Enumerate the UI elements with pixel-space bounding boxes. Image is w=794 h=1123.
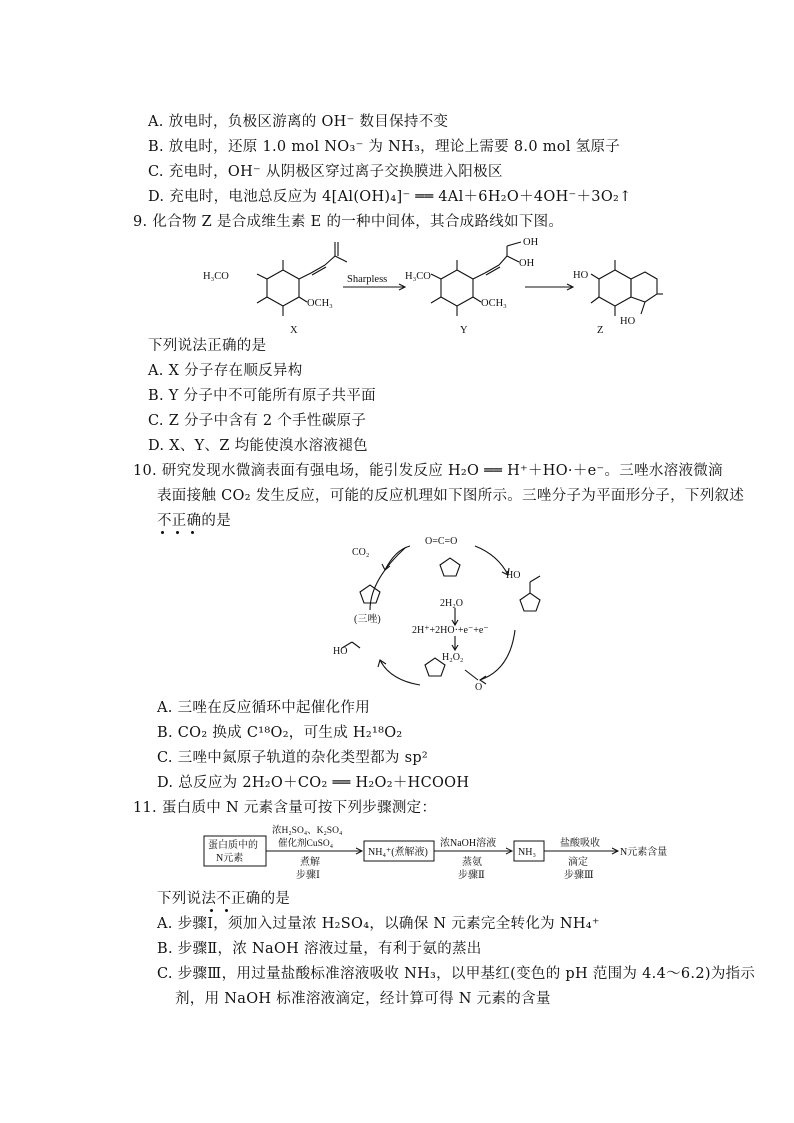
co2-label: CO₂	[352, 547, 370, 558]
y-methoxy-left: H₃CO	[405, 271, 431, 282]
result: N元素含量	[620, 847, 668, 858]
formic-ho: HO	[333, 646, 348, 657]
q11-option-c-line1: C. 步骤Ⅲ，用过量盐酸标准溶液吸收 NH₃，以甲基红(变色的 pH 范围为 4.4～6.2)为指示	[157, 966, 756, 982]
x-methoxy-right: OCH₃	[307, 298, 333, 309]
cond1: 煮解	[300, 857, 320, 868]
reagent2: 浓NaOH溶液	[440, 838, 497, 849]
emphasis-dots-2	[210, 909, 232, 913]
carbonyl-o: O	[475, 682, 483, 693]
sharpless-label: Sharpless	[347, 274, 388, 285]
box1-line2: N元素	[216, 853, 244, 864]
z-ho: HO	[573, 270, 589, 281]
box3: NH₃	[518, 847, 536, 858]
ho-label: HO	[506, 570, 521, 581]
triazole-name: (三唑)	[354, 614, 381, 625]
q8-option-c: C. 充电时，OH⁻ 从阴极区穿过离子交换膜进入阳极区	[148, 164, 503, 180]
q10-stem-line2: 表面接触 CO₂ 发生反应，可能的反应机理如下图所示。三唑分子为平面形分子，下列叙述	[157, 488, 745, 504]
step2: 步骤Ⅱ	[458, 870, 485, 881]
top-species: O=C=O	[425, 536, 458, 547]
q9-option-d: D. X、Y、Z 均能使溴水溶液褪色	[148, 438, 368, 454]
q9-option-c: C. Z 分子中含有 2 个手性碳原子	[148, 413, 367, 429]
q9-prompt: 下列说法正确的是	[148, 338, 267, 354]
x-label: X	[290, 325, 298, 336]
q11-option-b: B. 步骤Ⅱ，浓 NaOH 溶液过量，有利于氨的蒸出	[157, 941, 482, 957]
q10-mechanism-cycle	[330, 530, 570, 700]
box2: NH₄⁺(煮解液)	[368, 847, 428, 858]
cond2: 蒸氨	[462, 857, 482, 868]
y-oh-mid: OH	[519, 258, 535, 269]
q11-option-c-line2: 剂，用 NaOH 标准溶液滴定，经计算可得 N 元素的含量	[175, 991, 551, 1007]
products-label: 2H⁺+2HO·+e⁻+e⁻	[412, 625, 489, 636]
q9-stem: 9. 化合物 Z 是合成维生素 E 的一种中间体，其合成路线如下图。	[133, 214, 564, 230]
y-label: Y	[460, 325, 468, 336]
h2o2-label: H₂O₂	[442, 652, 464, 663]
q11-stem: 11. 蛋白质中 N 元素含量可按下列步骤测定：	[133, 800, 437, 816]
reagent1-line1: 浓H₂SO₄、K₂SO₄	[272, 826, 343, 836]
box1-line1: 蛋白质中的	[208, 840, 258, 851]
emphasis-dots	[161, 531, 201, 535]
q11-prompt: 下列说法不正确的是	[157, 891, 291, 907]
q10-option-a: A. 三唑在反应循环中起催化作用	[157, 700, 370, 716]
y-methoxy-right: OCH₃	[481, 298, 507, 309]
q8-option-a: A. 放电时，负极区游离的 OH⁻ 数目保持不变	[148, 114, 449, 130]
step1: 步骤Ⅰ	[296, 870, 320, 881]
q8-option-b: B. 放电时，还原 1.0 mol NO₃⁻ 为 NH₃，理论上需要 8.0 mol 氢原子	[148, 139, 621, 155]
q9-option-b: B. Y 分子中不可能所有原子共平面	[148, 388, 376, 404]
q8-option-d: D. 充电时，电池总反应为 4[Al(OH)₄]⁻ ══ 4Al＋6H₂O＋4OH⁻＋3O₂↑	[148, 189, 632, 205]
q11-flow-diagram	[200, 822, 690, 884]
z-label: Z	[597, 325, 604, 336]
water-label: 2H₂O	[440, 598, 463, 609]
reagent1-line2: 催化剂CuSO₄	[278, 839, 334, 849]
step3: 步骤Ⅲ	[564, 870, 594, 881]
q9-synthesis-scheme	[195, 232, 665, 342]
reagent3: 盐酸吸收	[560, 838, 600, 849]
q9-option-a: A. X 分子存在顺反异构	[148, 363, 303, 379]
z-ho-bottom: HO	[620, 316, 636, 327]
q10-stem-line3: 不正确的是	[157, 513, 231, 529]
q10-option-b: B. CO₂ 换成 C¹⁸O₂，可生成 H₂¹⁸O₂	[157, 725, 403, 741]
y-oh-top: OH	[523, 237, 539, 248]
q10-stem-line1: 10. 研究发现水微滴表面有强电场，能引发反应 H₂O ══ H⁺＋HO·＋e⁻。三唑水溶液微滴	[133, 463, 723, 479]
cond3: 滴定	[568, 857, 588, 868]
q10-option-c: C. 三唑中氮原子轨道的杂化类型都为 sp²	[157, 750, 429, 766]
q11-option-a: A. 步骤Ⅰ，须加入过量浓 H₂SO₄，以确保 N 元素完全转化为 NH₄⁺	[157, 916, 600, 932]
x-methoxy-left: H₃CO	[203, 271, 229, 282]
q10-option-d: D. 总反应为 2H₂O＋CO₂ ══ H₂O₂＋HCOOH	[157, 775, 470, 791]
